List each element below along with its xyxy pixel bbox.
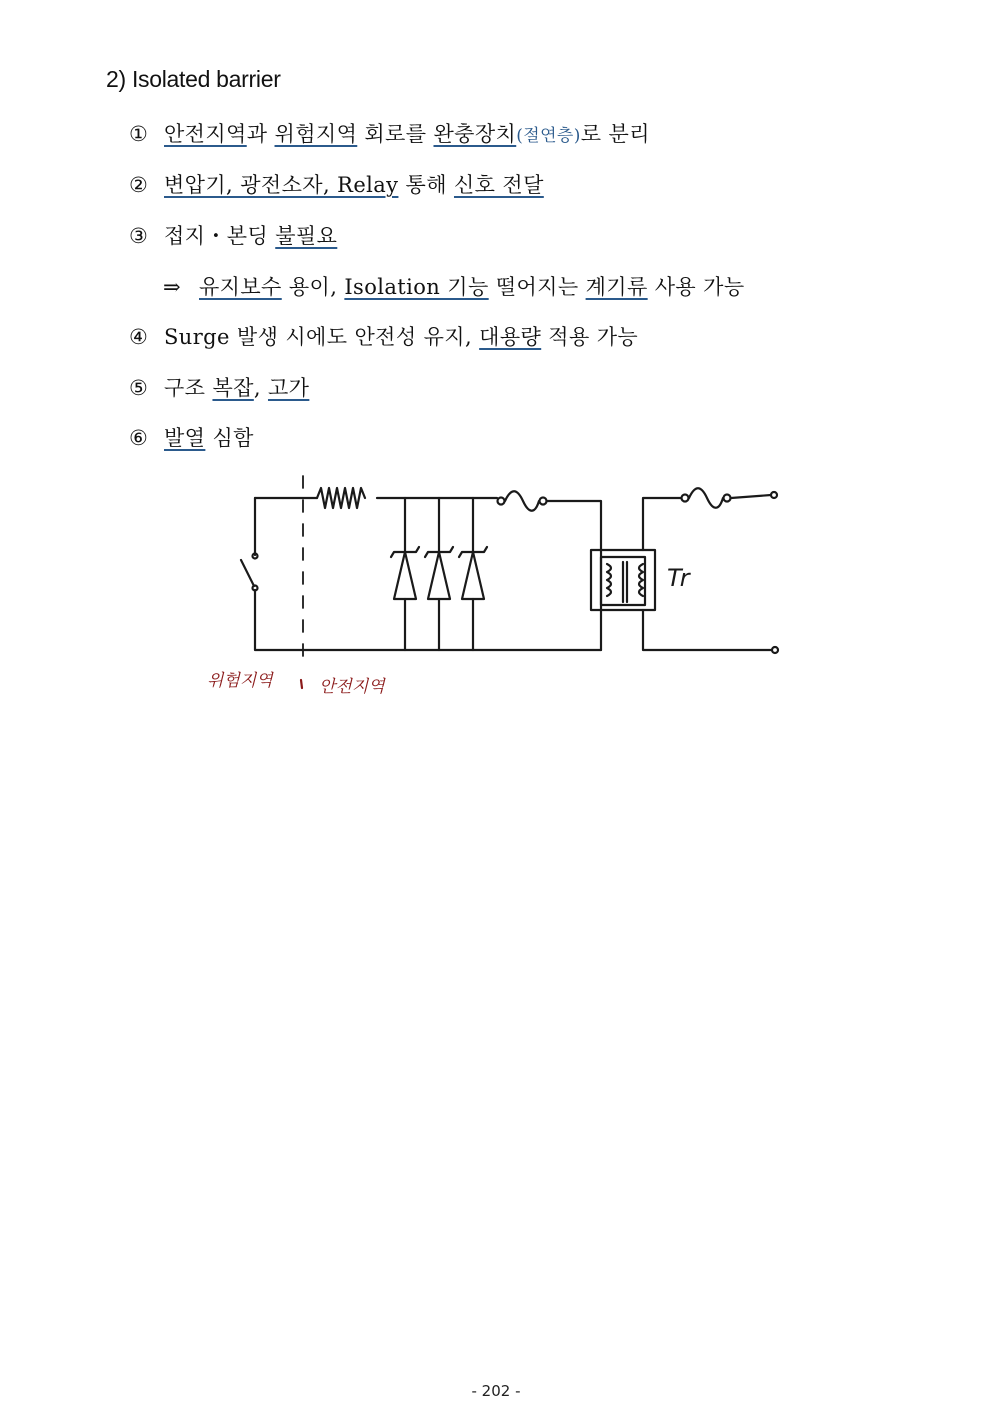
text: , [253,376,268,400]
secondary-wire [731,495,771,498]
underlined-text: 계기류 [585,275,648,299]
list-item-3 [129,220,337,250]
underlined-text: 복잡 [212,376,254,400]
section-heading: 2) Isolated barrier [106,66,281,92]
fuse-icon [689,488,723,508]
implies-arrow: ⇒ [163,275,181,299]
text: 접지・본딩 [164,224,276,248]
transformer-icon [591,550,655,610]
text: 과 [246,122,275,146]
transformer-primary-wire [547,501,601,650]
item-number: ④ [129,325,149,349]
isolated-barrier-circuit-diagram [195,468,795,703]
zener-diode-icon [391,498,419,650]
secondary-wire [643,610,771,650]
item-number: ⑥ [129,426,149,450]
fuse-terminal [682,495,689,502]
text: 구조 [164,376,213,400]
underlined-text: 위험지역 [274,122,358,146]
transformer-label: Tr [667,564,690,592]
resistor-icon [317,488,365,508]
underlined-text: 유지보수 [199,275,282,299]
underlined-text: 안전지역 [164,122,247,146]
underlined-text: 신호 전달 [453,173,544,197]
item-number: ⑤ [129,376,149,400]
item-number: ② [129,173,149,197]
item-number: ③ [129,224,149,248]
text: 로 분리 [580,122,650,146]
fuse-icon [505,491,539,511]
text: 용이, [281,275,345,299]
page-number: - 202 - [471,1382,521,1400]
text: 심함 [205,426,254,450]
fuse-terminal [540,498,547,505]
underlined-text: 변압기, 광전소자, Relay [164,173,399,197]
underlined-text: Isolation 기능 [344,275,489,299]
list-item-2 [129,169,544,199]
underlined-text: 고가 [267,376,310,400]
list-item-5 [129,372,309,402]
fuse-terminal [498,498,505,505]
text: 통해 [398,173,454,197]
underlined-text: 대용량 [479,325,542,349]
text: 떨어지는 [488,275,586,299]
underlined-text: 불필요 [275,224,338,248]
insulation-note: (절연층) [516,126,581,146]
zener-diode-icon [425,498,453,650]
list-item-4 [129,321,638,351]
fuse-terminal [724,495,731,502]
safe-zone-label: 안전지역 [319,677,385,697]
zone-boundary-mark [301,680,302,688]
list-item-1 [129,118,650,148]
list-item-3-consequence [163,271,745,301]
text: 사용 가능 [647,275,745,299]
zener-diode-icon [459,498,487,650]
underlined-text: 완충장치 [433,122,517,146]
text: 회로를 [357,122,434,146]
text: Surge 발생 시에도 안전성 유지, [164,325,480,349]
item-number: ① [129,122,149,146]
underlined-text: 발열 [164,426,206,450]
output-terminal [771,492,777,498]
text: 적용 가능 [541,325,639,349]
output-terminal [772,647,778,653]
switch-blade [241,560,254,586]
hazard-zone-label: 위험지역 [207,671,273,691]
list-item-6 [129,422,254,452]
secondary-wire [643,498,681,550]
